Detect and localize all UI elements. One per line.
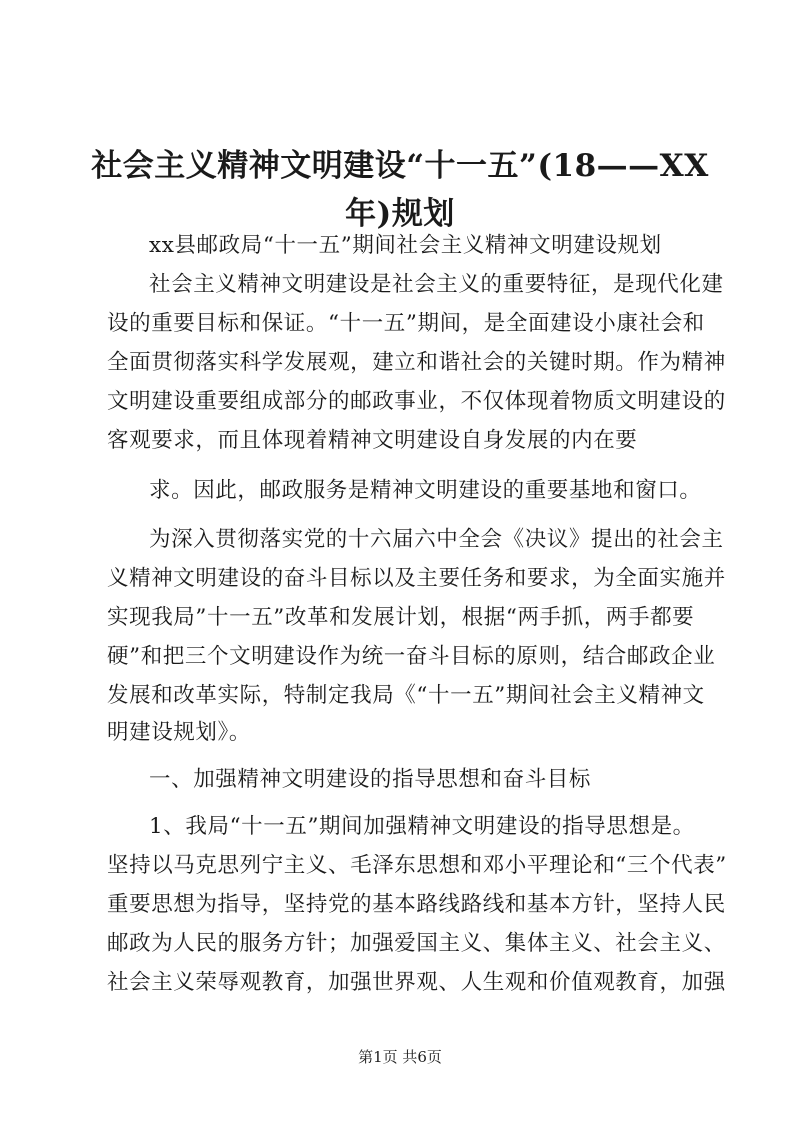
body-line: 1、我局“十一五”期间加强精神文明建设的指导思想是。 [149,814,695,839]
body-line: 实现我局”十一五”改革和发展计划，根据“两手抓，两手都要 [107,605,695,630]
body-line: 客观要求，而且体现着精神文明建设自身发展的内在要 [107,428,638,453]
body-line: 社会主义精神文明建设是社会主义的重要特征，是现代化建 [149,272,724,297]
body-line: 硬”和把三个文明建设作为统一奋斗目标的原则，结合邮政企业 [107,644,716,669]
section-heading: 一、加强精神文明建设的指导思想和奋斗目标 [149,767,592,792]
body-line: 明建设规划》。 [107,720,251,745]
title-line-2: 年)规划 [345,196,455,232]
title-line-1: 社会主义精神文明建设“十一五”(18——XX [91,148,709,184]
body-line: 邮政为人民的服务方针；加强爱国主义、集体主义、社会主义、 [107,931,726,956]
body-line: 为深入贯彻落实党的十六届六中全会《决议》提出的社会主 [149,527,724,552]
body-line: 设的重要目标和保证。“十一五”期间，是全面建设小康社会和 [107,311,705,336]
body-line: 重要思想为指导，坚持党的基本路线路线和基本方针，坚持人民 [107,892,726,917]
subtitle-line: xx县邮政局“十一五”期间社会主义精神文明建设规划 [149,233,662,258]
body-line: 文明建设重要组成部分的邮政事业，不仅体现着物质文明建设的 [107,389,726,414]
body-line: 坚持以马克思列宁主义、毛泽东思想和邓小平理论和“三个代表” [107,853,727,878]
body-line: 全面贯彻落实科学发展观，建立和谐社会的关键时期。作为精神 [107,350,726,375]
body-line: 社会主义荣辱观教育，加强世界观、人生观和价值观教育，加强 [107,970,726,995]
page-footer: 第1页 共6页 [358,1048,442,1066]
body-line: 发展和改革实际，特制定我局《“十一五”期间社会主义精神文 [107,683,705,708]
body-line: 义精神文明建设的奋斗目标以及主要任务和要求，为全面实施并 [107,566,726,591]
body-line: 求。因此，邮政服务是精神文明建设的重要基地和窗口。 [149,478,702,503]
